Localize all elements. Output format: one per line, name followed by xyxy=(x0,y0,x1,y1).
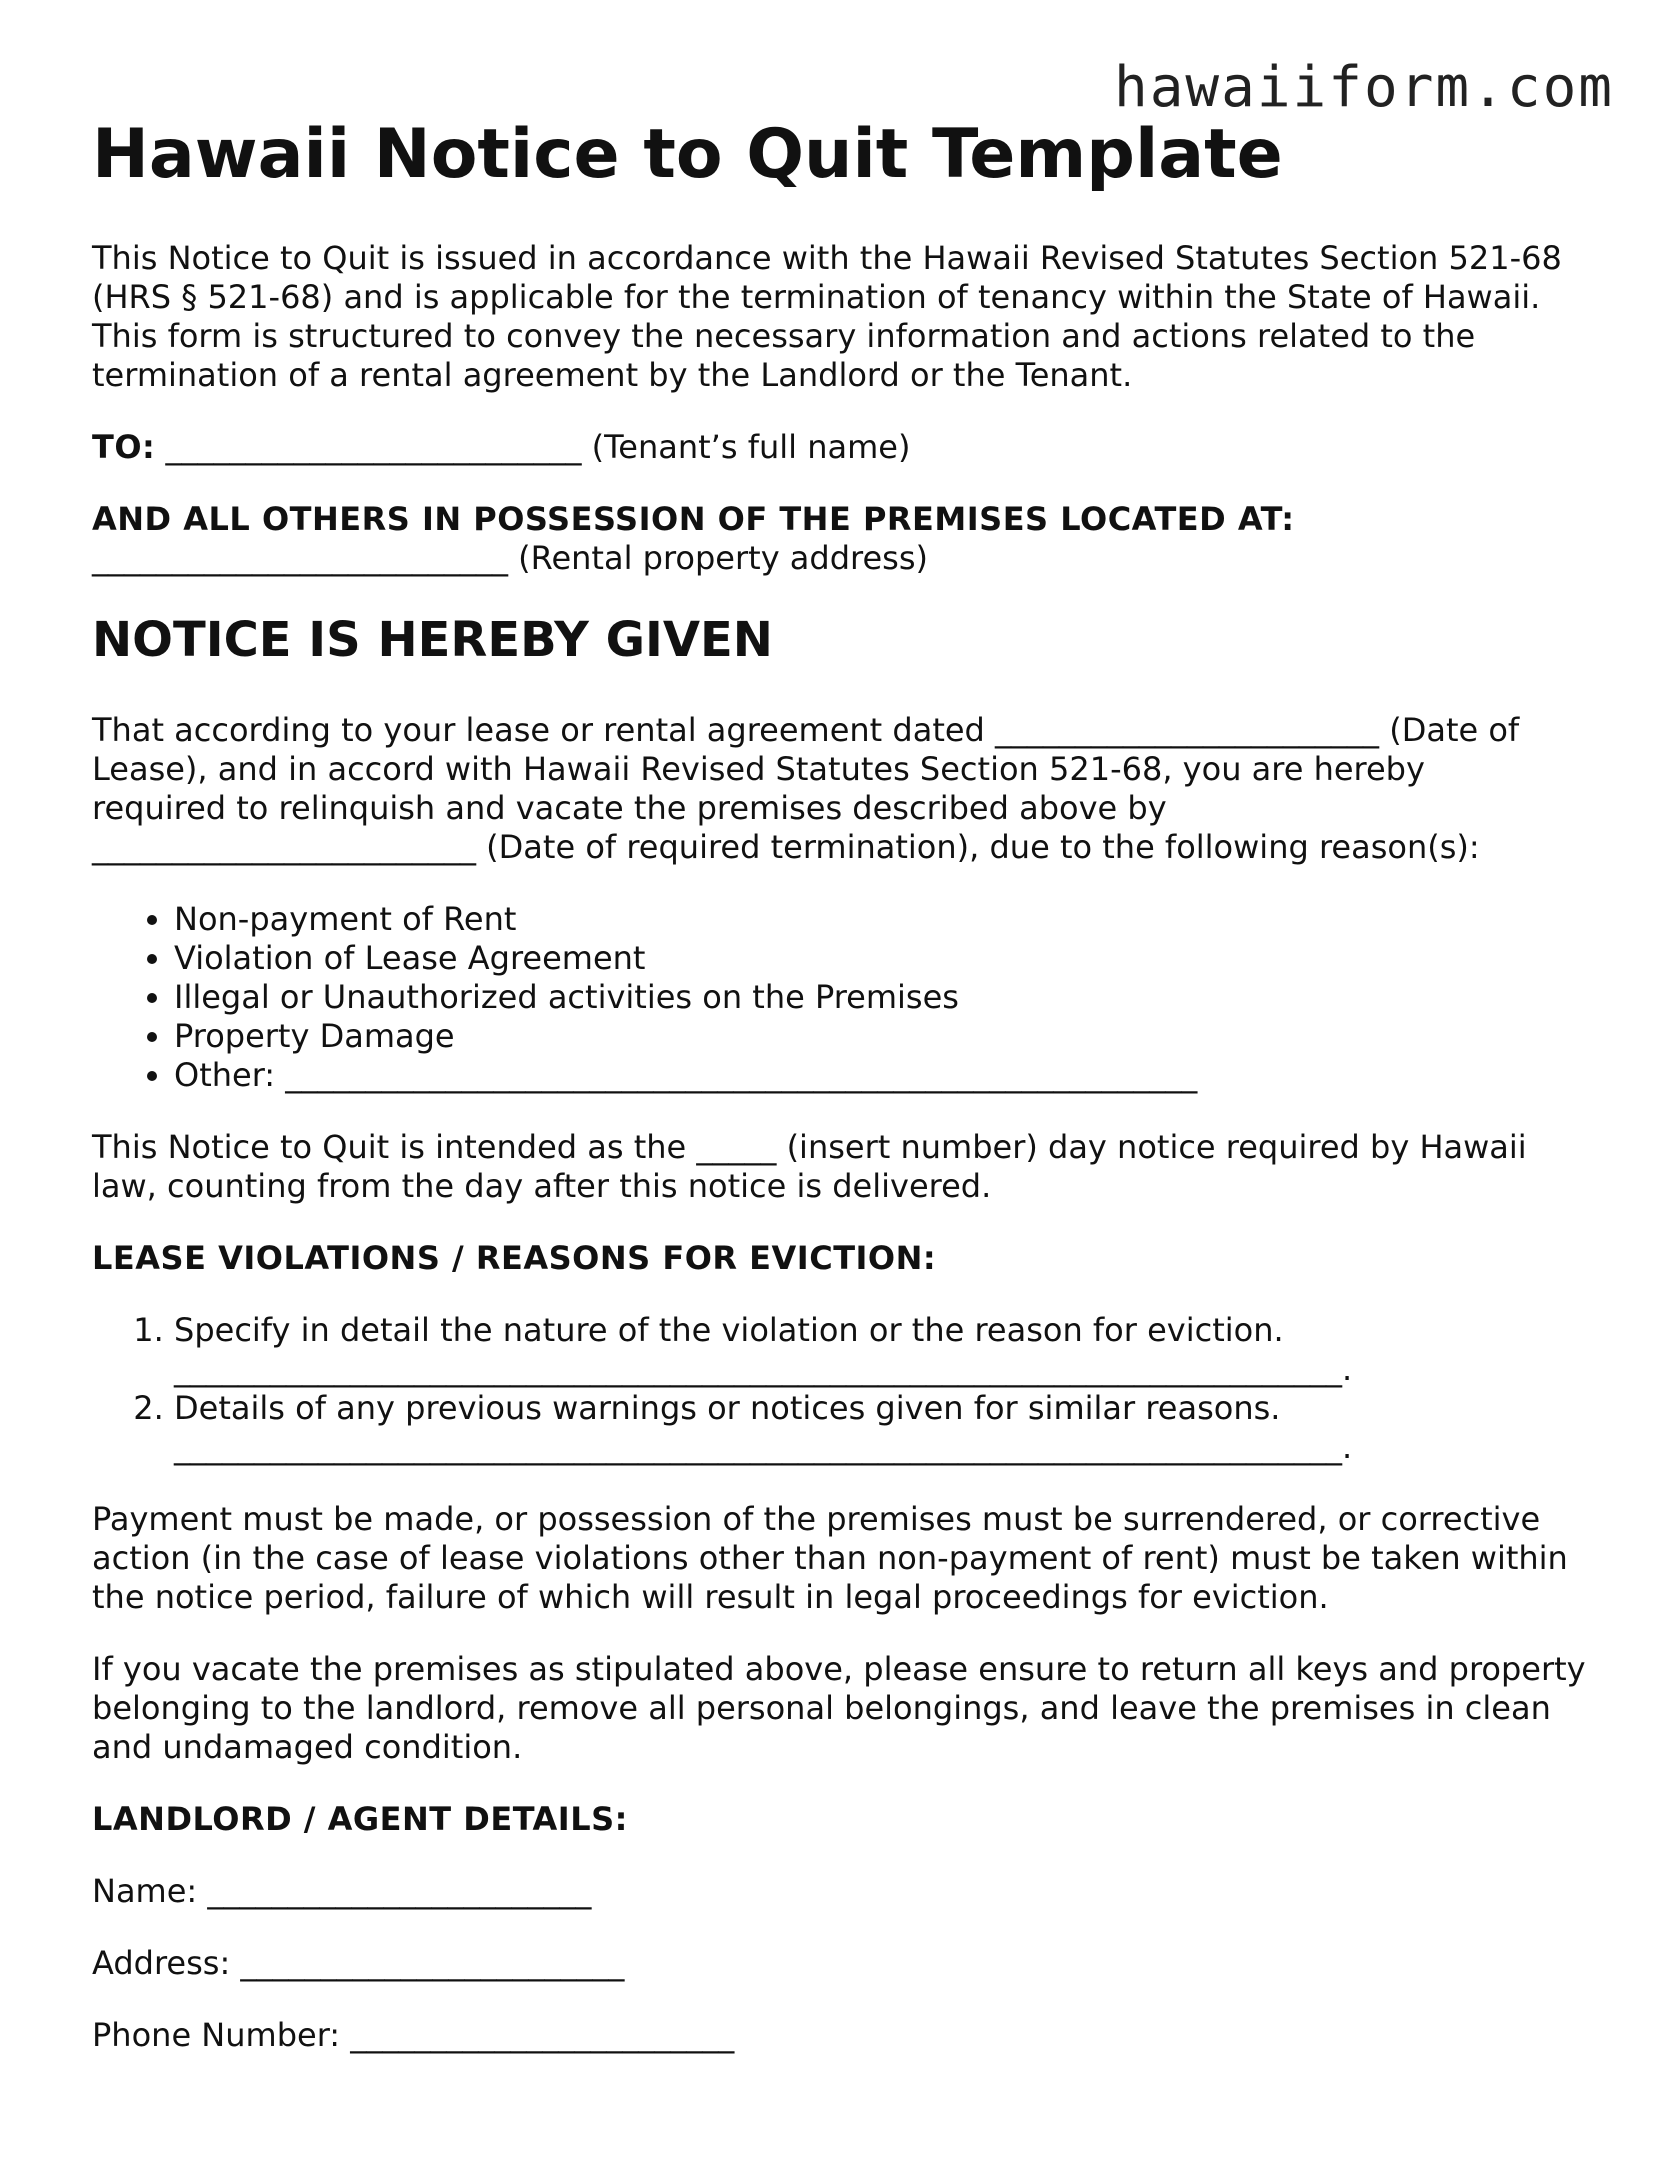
payment-paragraph: Payment must be made, or possession of the premises must be surrendered, or corrective action (in the case of lease violations other than non-payment of rent) must be taken within the notice period, failure of which will result in legal proceedings for eviction. xyxy=(92,1499,1568,1616)
to-label: TO: xyxy=(92,427,156,466)
vacate-paragraph: If you vacate the premises as stipulated above, please ensure to return all keys and property belonging to the landlord, remove all personal belongings, and leave the premises in clean and undamaged condition. xyxy=(92,1649,1586,1766)
list-item: • Non-payment of Rent xyxy=(174,900,1592,939)
landlord-address-line: Address: ________________________ xyxy=(92,1943,625,1982)
document-page xyxy=(92,115,1592,2088)
landlord-heading: LANDLORD / AGENT DETAILS: xyxy=(92,1799,628,1838)
violation-text: 1. Specify in detail the nature of the violation or the reason for eviction. xyxy=(174,1310,1284,1349)
notice-line-1: That according to your lease or rental agreement dated ________________________ (Date of xyxy=(92,710,1520,749)
notice-line-3: required to relinquish and vacate the premises described above by xyxy=(92,788,1167,827)
list-item xyxy=(174,1311,1592,1389)
landlord-phone-line: Phone Number: ________________________ xyxy=(92,2015,735,2054)
intro-paragraph: This Notice to Quit is issued in accordance with the Hawaii Revised Statutes Section 521-68 (HRS § 521-68) and is applicable for the termination of tenancy within the State of Hawaii. This form is structured to convey the necessary information and actions related to the termination of a rental agreement by the Landlord or the Tenant. xyxy=(92,238,1562,394)
violation-blank-line: _________________________________________________________________________. xyxy=(174,1349,1353,1388)
notice-heading: NOTICE IS HEREBY GIVEN xyxy=(92,611,773,668)
violation-text: 2. Details of any previous warnings or notices given for similar reasons. xyxy=(174,1388,1281,1427)
list-item: • Violation of Lease Agreement xyxy=(174,939,1592,978)
violations-heading: LEASE VIOLATIONS / REASONS FOR EVICTION: xyxy=(92,1238,937,1277)
others-block xyxy=(92,500,1592,578)
list-item xyxy=(174,1389,1592,1467)
notice-line-4: ________________________ (Date of required termination), due to the following reason(s): xyxy=(92,827,1480,866)
page-title: Hawaii Notice to Quit Template xyxy=(92,115,1283,194)
violations-list xyxy=(92,1311,1592,1467)
others-text: __________________________ (Rental property address) xyxy=(92,538,928,577)
list-item: • Illegal or Unauthorized activities on the Premises xyxy=(174,978,1592,1017)
notice-paragraph xyxy=(92,711,1592,867)
watermark: hawaiiform.com xyxy=(1113,55,1614,120)
notice-days-paragraph: This Notice to Quit is intended as the _____ (insert number) day notice required by Hawaii law, counting from the day after this notice is delivered. xyxy=(92,1127,1527,1205)
landlord-name-line: Name: ________________________ xyxy=(92,1871,592,1910)
list-item: • Other: _________________________________________________________ xyxy=(174,1056,1592,1095)
notice-line-2: Lease), and in accord with Hawaii Revised Statutes Section 521-68, you are hereby xyxy=(92,749,1425,788)
reasons-list xyxy=(92,900,1592,1095)
others-label: AND ALL OTHERS IN POSSESSION OF THE PREMISES LOCATED AT: xyxy=(92,499,1295,538)
list-item: • Property Damage xyxy=(174,1017,1592,1056)
to-text: __________________________ (Tenant’s full name) xyxy=(155,427,911,466)
to-line xyxy=(92,428,1592,467)
violation-blank-line: _________________________________________________________________________. xyxy=(174,1427,1353,1466)
